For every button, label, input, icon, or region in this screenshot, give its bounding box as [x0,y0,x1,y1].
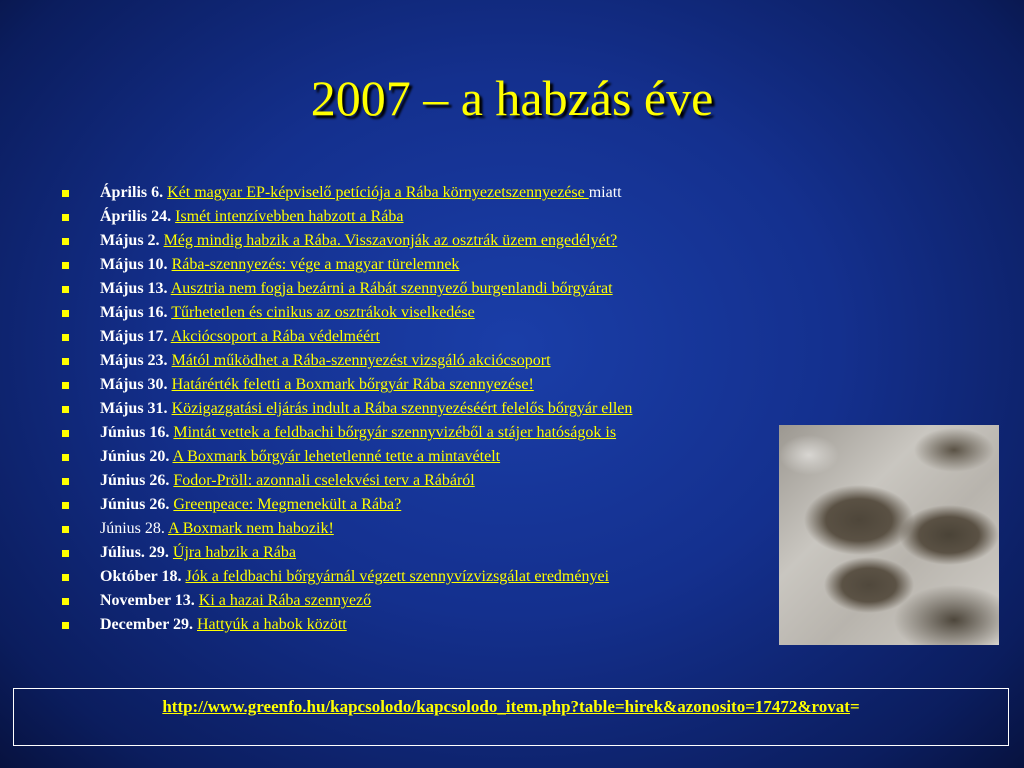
list-item-text [100,303,475,323]
source-line [14,697,1008,717]
slide-title: 2007 – a habzás éve [310,70,714,126]
list-item-link[interactable]: Két magyar EP-képviselő petíciója a Rába környezetszennyezése [167,184,589,201]
list-item-link[interactable]: Újra habzik a Rába [172,544,296,561]
list-item-date: Október 18. [100,568,182,585]
source-box [13,688,1009,746]
news-list [62,183,632,639]
list-item-date: Június 20. [100,448,170,465]
list-item-text [100,231,617,251]
list-item [62,591,632,615]
list-item-text [100,279,613,299]
list-item-link[interactable]: Rába-szennyezés: vége a magyar türelemnek [171,256,460,273]
list-item [62,183,632,207]
list-item-text [100,327,380,347]
list-item-date: Május 16. [100,304,168,321]
list-item-date: Május 10. [100,256,168,273]
bullet-icon [62,406,69,413]
list-item [62,615,632,639]
list-item [62,423,632,447]
list-item-link[interactable]: Greenpeace: Megmenekült a Rába? [173,496,402,513]
list-item-text [100,183,622,203]
list-item-link[interactable]: Mintát vettek a feldbachi bőrgyár szennyvizéből a stájer hatóságok is [173,424,617,441]
list-item-link[interactable]: Ismét intenzívebben habzott a Rába [175,208,404,225]
list-item [62,351,632,375]
list-item-link[interactable]: A Boxmark nem habozik! [168,520,334,537]
bullet-icon [62,598,69,605]
list-item [62,303,632,327]
bullet-icon [62,358,69,365]
list-item-suffix: miatt [588,184,622,201]
bullet-icon [62,430,69,437]
list-item-text [100,543,296,563]
list-item-text [100,471,475,491]
list-item-date: Május 17. [100,328,168,345]
bullet-icon [62,334,69,341]
list-item-date: Április 24. [100,208,172,225]
list-item-link[interactable]: Ki a hazai Rába szennyező [198,592,372,609]
list-item [62,567,632,591]
list-item-text [100,495,401,515]
bullet-icon [62,574,69,581]
list-item [62,399,632,423]
bullet-icon [62,238,69,245]
bullet-icon [62,478,69,485]
list-item-date: December 29. [100,616,193,633]
list-item-text [100,615,347,635]
list-item-link[interactable]: Akciócsoport a Rába védelméért [170,328,380,345]
list-item-link[interactable]: Ausztria nem fogja bezárni a Rábát szennyező burgenlandi bőrgyárat [170,280,613,297]
list-item-date: Június 26. [100,472,170,489]
list-item-text [100,567,609,587]
list-item-link[interactable]: Tűrhetetlen és cinikus az osztrákok viselkedése [171,304,475,321]
list-item [62,255,632,279]
bullet-icon [62,382,69,389]
list-item-text [100,423,616,443]
list-item-date: Május 13. [100,280,168,297]
list-item-date: November 13. [100,592,195,609]
list-item-date: Május 23. [100,352,168,369]
list-item-link[interactable]: A Boxmark bőrgyár lehetetlenné tette a mintavételt [172,448,501,465]
list-item-link[interactable]: Közigazgatási eljárás indult a Rába szennyezéséért felelős bőrgyár ellen [171,400,633,417]
list-item [62,231,632,255]
list-item [62,543,632,567]
list-item [62,327,632,351]
list-item-text [100,447,500,467]
bullet-icon [62,286,69,293]
list-item-link[interactable]: Határérték feletti a Boxmark bőrgyár Rába szennyezése! [171,376,534,393]
list-item [62,447,632,471]
bullet-icon [62,622,69,629]
bullet-icon [62,454,69,461]
bullet-icon [62,190,69,197]
list-item [62,375,632,399]
list-item-text [100,399,632,419]
list-item [62,495,632,519]
list-item-date: Május 31. [100,400,168,417]
list-item-date: Április 6. [100,184,164,201]
list-item-date: Május 2. [100,232,160,249]
bullet-icon [62,502,69,509]
list-item-date: Június 16. [100,424,170,441]
list-item [62,471,632,495]
list-item-text [100,207,403,227]
bullet-icon [62,526,69,533]
list-item-link[interactable]: Hattyúk a habok között [197,616,347,633]
list-item-link[interactable]: Még mindig habzik a Rába. Visszavonják az osztrák üzem engedélyét? [163,232,618,249]
bullet-icon [62,310,69,317]
list-item [62,279,632,303]
source-link[interactable]: http://www.greenfo.hu/kapcsolodo/kapcsolodo_item.php?table=hirek&azonosito=17472&rovat [162,697,850,716]
foam-river-photo [779,425,999,645]
list-item-link[interactable]: Mától működhet a Rába-szennyezést vizsgáló akciócsoport [171,352,551,369]
source-link-suffix: = [849,697,860,716]
list-item-text [100,351,551,371]
list-item-date: Május 30. [100,376,168,393]
list-item [62,519,632,543]
list-item-link[interactable]: Jók a feldbachi bőrgyárnál végzett szennyvízvizsgálat eredményei [185,568,610,585]
list-item-text [100,375,534,395]
bullet-icon [62,550,69,557]
list-item-text [100,519,334,539]
list-item [62,207,632,231]
list-item-date: Június 26. [100,496,170,513]
list-item-link[interactable]: Fodor-Pröll: azonnali cselekvési terv a Rábáról [173,472,475,489]
list-item-text [100,255,459,275]
list-item-date: Július. 29. [100,544,169,561]
list-item-text [100,591,371,611]
bullet-icon [62,214,69,221]
list-item-date: Június 28. [100,520,165,537]
bullet-icon [62,262,69,269]
